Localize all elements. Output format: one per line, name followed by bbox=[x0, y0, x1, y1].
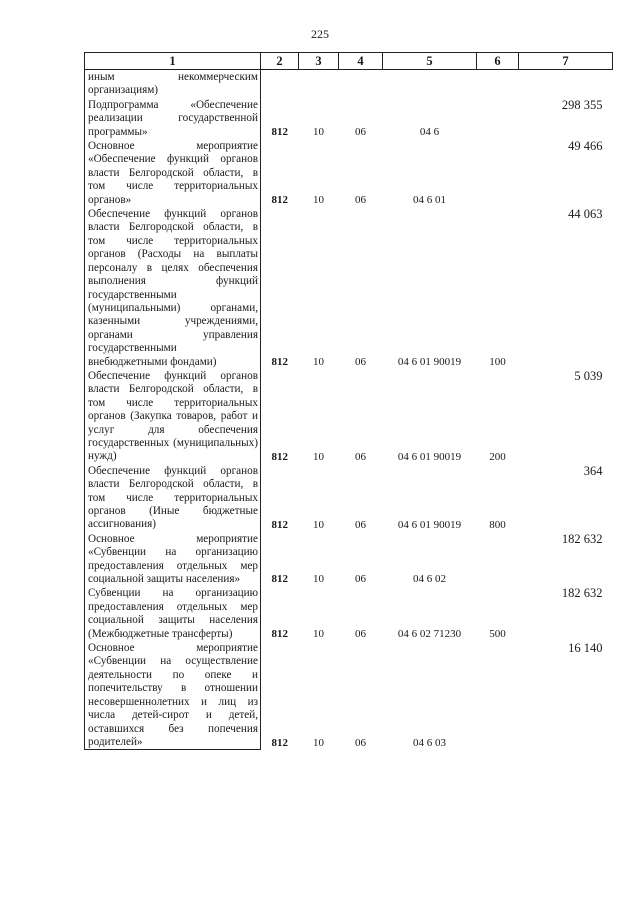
row-article-cell: 04 6 03 bbox=[413, 736, 446, 749]
row-code-cell bbox=[261, 70, 299, 98]
row-amount-cell: 16 140 bbox=[568, 641, 603, 656]
row-subsection-cell: 06 bbox=[355, 355, 366, 368]
row-section-cell: 10 bbox=[313, 194, 324, 207]
row-code-cell: 812 bbox=[271, 126, 288, 139]
column-header: 5 bbox=[383, 53, 477, 70]
row-amount-cell: 182 632 bbox=[561, 586, 603, 601]
row-subsection-cell: 06 bbox=[355, 450, 366, 463]
table-row bbox=[85, 70, 613, 98]
row-expense-type-cell bbox=[477, 98, 519, 139]
budget-table bbox=[84, 52, 613, 750]
column-header: 1 bbox=[85, 53, 261, 70]
row-amount-cell: 298 355 bbox=[561, 97, 603, 112]
table-row bbox=[85, 98, 613, 139]
row-article-cell: 04 6 02 bbox=[413, 573, 446, 586]
row-code-cell: 812 bbox=[271, 736, 288, 749]
row-expense-type-cell bbox=[477, 70, 519, 98]
column-header: 6 bbox=[477, 53, 519, 70]
row-code-cell: 812 bbox=[271, 450, 288, 463]
row-section-cell: 10 bbox=[313, 355, 324, 368]
row-section-cell: 10 bbox=[313, 450, 324, 463]
row-name-cell: Основное мероприятие «Субвенции на организацию предоставления отдельных мер социальной защиты населения» bbox=[85, 532, 261, 587]
row-subsection-cell: 06 bbox=[355, 736, 366, 749]
row-article-cell: 04 6 bbox=[419, 126, 440, 139]
row-expense-type-cell bbox=[477, 139, 519, 207]
row-section-cell: 10 bbox=[313, 628, 324, 641]
row-subsection-cell bbox=[339, 70, 383, 98]
row-code-cell: 812 bbox=[271, 355, 288, 368]
row-article-cell: 04 6 01 bbox=[413, 194, 446, 207]
row-amount-cell bbox=[519, 70, 613, 98]
row-article-cell: 04 6 01 90019 bbox=[397, 355, 462, 368]
row-name-cell: Обеспечение функций органов власти Белгородской области, в том числе территориальных органов (Расходы на выплаты персоналу в целях обеспечения выполнения функций государственными (муниципальными) органами, казенными учреждениями, органами управления государственными внебюджетными фондами) bbox=[85, 207, 261, 369]
row-section-cell: 10 bbox=[313, 573, 324, 586]
row-expense-type-cell bbox=[477, 641, 519, 750]
row-article-cell: 04 6 01 90019 bbox=[397, 518, 462, 531]
column-header: 3 bbox=[299, 53, 339, 70]
row-name-cell: Обеспечение функций органов власти Белгородской области, в том числе территориальных органов (Закупка товаров, работ и услуг для обеспечения государственных (муниципальных) нужд) bbox=[85, 369, 261, 464]
row-section-cell: 10 bbox=[313, 736, 324, 749]
page-number: 225 bbox=[311, 27, 329, 41]
row-name-cell: Субвенции на организацию предоставления отдельных мер социальной защиты населения (Межбюджетные трансферты) bbox=[85, 586, 261, 641]
column-header: 7 bbox=[519, 53, 613, 70]
row-code-cell: 812 bbox=[271, 194, 288, 207]
row-subsection-cell: 06 bbox=[355, 518, 366, 531]
row-name-cell: Основное мероприятие «Субвенции на осуществление деятельности по опеке и попечительству в отношении несовершеннолетних и лиц из числа детей-сирот и детей, оставшихся без попечения родителей» bbox=[85, 641, 261, 750]
table-row bbox=[85, 532, 613, 587]
row-section-cell: 10 bbox=[313, 518, 324, 531]
row-amount-cell: 5 039 bbox=[574, 368, 603, 383]
row-name-cell: Подпрограмма «Обеспечение реализации государственной программы» bbox=[85, 98, 261, 139]
row-section-cell: 10 bbox=[313, 126, 324, 139]
row-subsection-cell: 06 bbox=[355, 126, 366, 139]
table-row bbox=[85, 641, 613, 750]
row-code-cell: 812 bbox=[271, 628, 288, 641]
row-expense-type-cell: 500 bbox=[489, 628, 506, 641]
row-amount-cell: 364 bbox=[583, 463, 603, 478]
row-subsection-cell: 06 bbox=[355, 194, 366, 207]
row-amount-cell: 49 466 bbox=[568, 139, 603, 154]
row-amount-cell: 182 632 bbox=[561, 531, 603, 546]
row-code-cell: 812 bbox=[271, 518, 288, 531]
row-subsection-cell: 06 bbox=[355, 628, 366, 641]
row-article-cell bbox=[383, 70, 477, 98]
row-amount-cell: 44 063 bbox=[568, 207, 603, 222]
row-expense-type-cell: 100 bbox=[489, 355, 506, 368]
row-name-cell: Обеспечение функций органов власти Белгородской области, в том числе территориальных органов (Иные бюджетные ассигнования) bbox=[85, 464, 261, 532]
table-row bbox=[85, 139, 613, 207]
row-expense-type-cell bbox=[477, 532, 519, 587]
table-row bbox=[85, 369, 613, 464]
row-expense-type-cell: 200 bbox=[489, 450, 506, 463]
row-expense-type-cell: 800 bbox=[489, 518, 506, 531]
table-header-row bbox=[85, 53, 613, 70]
column-header: 4 bbox=[339, 53, 383, 70]
row-section-cell bbox=[299, 70, 339, 98]
table-row bbox=[85, 207, 613, 369]
row-article-cell: 04 6 01 90019 bbox=[397, 450, 462, 463]
row-name-cell: иным некоммерческим организациям) bbox=[85, 70, 261, 98]
row-subsection-cell: 06 bbox=[355, 573, 366, 586]
table-row bbox=[85, 464, 613, 532]
row-article-cell: 04 6 02 71230 bbox=[397, 628, 462, 641]
column-header: 2 bbox=[261, 53, 299, 70]
row-code-cell: 812 bbox=[271, 573, 288, 586]
row-name-cell: Основное мероприятие «Обеспечение функций органов власти Белгородской области, в том числе территориальных органов» bbox=[85, 139, 261, 207]
table-row bbox=[85, 586, 613, 641]
